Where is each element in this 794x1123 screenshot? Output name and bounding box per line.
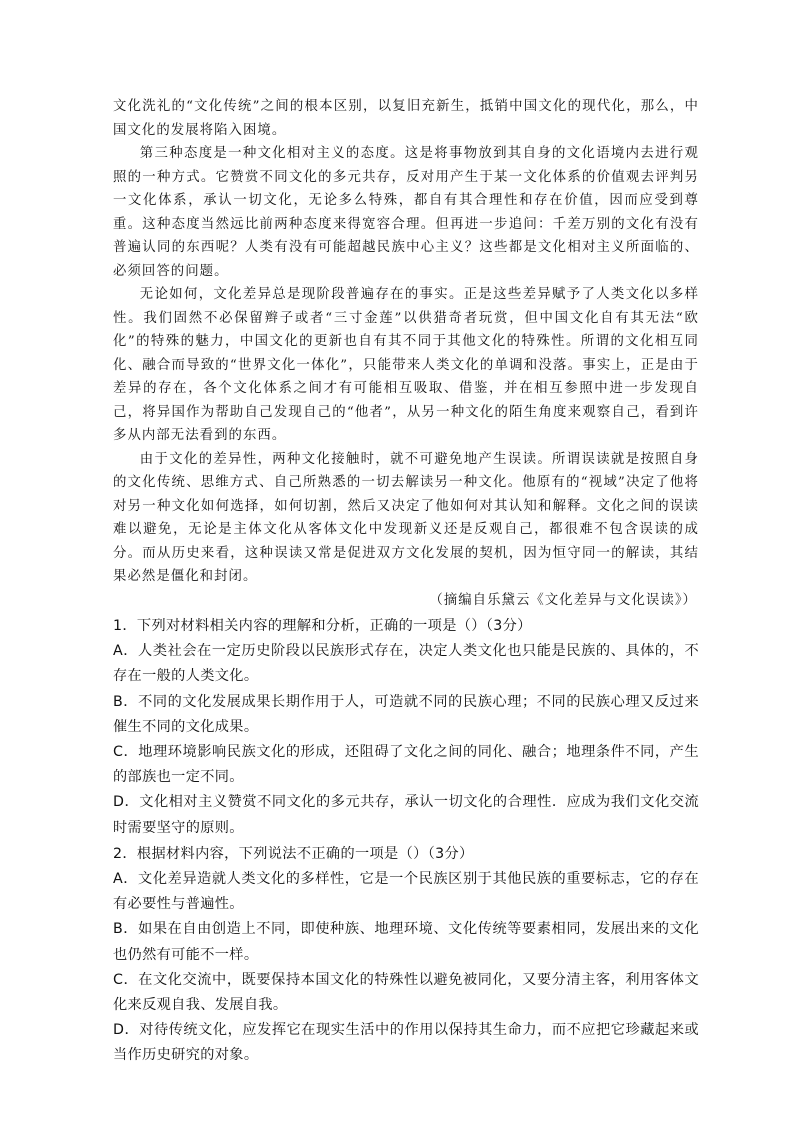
passage-paragraph: 第三种态度是一种文化相对主义的态度。这是将事物放到其自身的文化语境内去进行观照的一种方式。它赞赏不同文化的多元共存，反对用产生于某一文化体系的价值观去评判另一文化体系，承认一切文化，无论多么特殊，都自有其合理性和存在价值，因而应受到尊重。这种态度当然远比前两种态度来得宽容合理。但再进一步追问：千差万别的文化有没有普遍认同的东西呢？人类有没有可能超越民族中心主义？这些都是文化相对主义所面临的、必须回答的问题。: [113, 146, 699, 279]
passage-source: （摘编自乐黛云《文化差异与文化误读》）: [429, 592, 697, 608]
option-a: A．人类社会在一定历史阶段以民族形式存在，决定人类文化也只能是民族的、具体的，不存在一般的人类文化。: [113, 643, 699, 685]
question-stem: 2．根据材料内容，下列说法不正确的一项是（）（3分）: [113, 845, 474, 862]
exam-page: [113, 95, 699, 1069]
option-a: A．文化差异造就人类文化的多样性，它是一个民族区别于其他民族的重要标志，它的存在有必要性与普遍性。: [113, 871, 699, 913]
option-d: D．文化相对主义赞赏不同文化的多元共存，承认一切文化的合理性．应成为我们文化交流时需要坚守的原则。: [113, 794, 699, 836]
question-2: [113, 842, 699, 1069]
question-stem: 1．下列对材料相关内容的理解和分析，正确的一项是（）（3分）: [113, 618, 532, 634]
reading-passage: [113, 95, 699, 612]
question-1: [113, 614, 699, 841]
option-c: C．地理环境影响民族文化的形成，还阻碍了文化之间的同化、融合；地理条件不同，产生的部族也一定不同。: [113, 744, 699, 786]
question-list: [113, 614, 699, 1069]
option-b: B．如果在自由创造上不同，即使种族、地理环境、文化传统等要素相同，发展出来的文化也仍然有可能不一样。: [113, 921, 699, 963]
passage-paragraph: 无论如何，文化差异总是现阶段普遍存在的事实。正是这些差异赋予了人类文化以多样性。我们固然不必保留辫子或者“三寸金莲”以供猎奇者玩赏，但中国文化自有其无法“欧化”的特殊的魅力，中国文化的更新也自有其不同于其他文化的特殊性。所谓的文化相互同化、融合而导致的“世界文化一体化”，只能带来人类文化的单调和没落。事实上，正是由于差异的存在，各个文化体系之间才有可能相互吸取、借鉴，并在相互参照中进一步发现自己，将异国作为帮助自己发现自己的“他者”，从另一种文化的陌生角度来观察自己，看到许多从内部无法看到的东西。: [113, 287, 699, 443]
option-d: D．对待传统文化，应发挥它在现实生活中的作用以保持其生命力，而不应把它珍藏起来或当作历史研究的对象。: [113, 1022, 699, 1064]
passage-paragraph: 文化洗礼的“文化传统”之间的根本区别，以复旧充新生，抵销中国文化的现代化，那么，中国文化的发展将陷入困境。: [113, 99, 699, 138]
option-c: C．在文化交流中，既要保持本国文化的特殊性以避免被同化，又要分清主客，利用客体文化来反观自我、发展自我。: [113, 971, 699, 1014]
passage-paragraph: 由于文化的差异性，两种文化接触时，就不可避免地产生误读。所谓误读就是按照自身的文化传统、思维方式、自己所熟悉的一切去解读另一种文化。他原有的“视域”决定了他将对另一种文化如何选择，如何切割，然后又决定了他如何对其认知和解释。文化之间的误读难以避免，无论是主体文化从客体文化中发现新义还是反观自己，都很难不包含误读的成分。而从历史来看，这种误读又常是促进双方文化发展的契机，因为恒守同一的解读，其结果必然是僵化和封闭。: [113, 451, 699, 584]
option-b: B．不同的文化发展成果长期作用于人，可造就不同的民族心理；不同的民族心理又反过来催生不同的文化成果。: [113, 693, 699, 735]
